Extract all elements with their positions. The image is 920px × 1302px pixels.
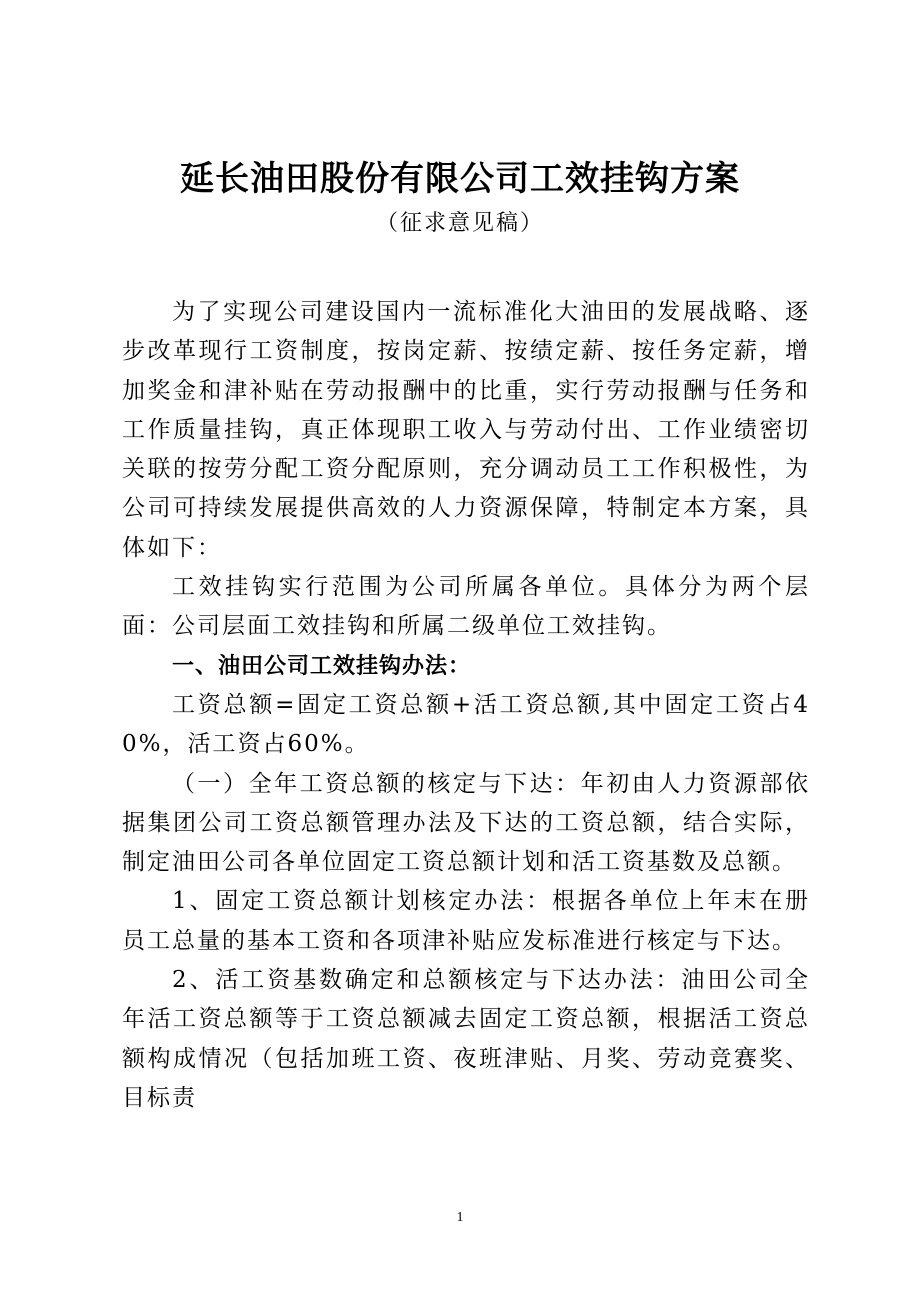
document-title: 延长油田股份有限公司工效挂钩方案 bbox=[180, 159, 740, 199]
paragraph-scope: 工效挂钩实行范围为公司所属各单位。具体分为两个层面：公司层面工效挂钩和所属二级单位工效挂钩。 bbox=[122, 574, 810, 640]
section-heading-1: 一、油田公司工效挂钩办法： bbox=[172, 653, 472, 679]
paragraph-variable-wage: 2、活工资基数确定和总额核定与下达办法：油田公司全年活工资总额等于工资总额减去固定工资总额，根据活工资总额构成情况（包括加班工资、夜班津贴、月奖、劳动竞赛奖、目标责 bbox=[122, 967, 810, 1111]
paragraph-intro: 为了实现公司建设国内一流标准化大油田的发展战略、逐步改革现行工资制度，按岗定薪、按绩定薪、按任务定薪，增加奖金和津补贴在劳动报酬中的比重，实行劳动报酬与任务和工作质量挂钩，真正体现职工收入与劳动付出、工作业绩密切关联的按劳分配工资分配原则，充分调动员工工作积极性，为公司可持续发展提供高效的人力资源保障，特制定本方案，具体如下： bbox=[122, 299, 810, 561]
paragraph-annual-wage: （一）全年工资总额的核定与下达：年初由人力资源部依据集团公司工资总额管理办法及下达的工资总额，结合实际，制定油田公司各单位固定工资总额计划和活工资基数及总额。 bbox=[122, 770, 810, 876]
document-subtitle: （征求意见稿） bbox=[375, 211, 544, 236]
document-body bbox=[122, 293, 810, 1118]
paragraph-fixed-wage: 1、固定工资总额计划核定办法：根据各单位上年末在册员工总量的基本工资和各项津补贴应发标准进行核定与下达。 bbox=[122, 888, 810, 954]
page-number: 1 bbox=[456, 1210, 464, 1225]
paragraph-wage-formula: 工资总额=固定工资总额+活工资总额,其中固定工资占40%，活工资占60%。 bbox=[122, 691, 810, 758]
